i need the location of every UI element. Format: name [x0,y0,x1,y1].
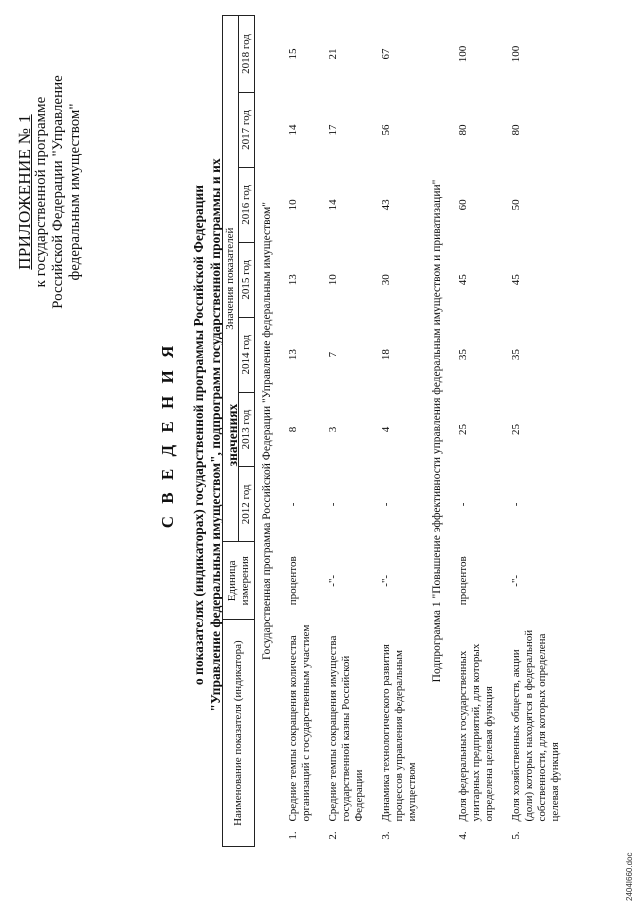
row-value: 56 [380,124,392,136]
row-value: - [380,502,392,507]
appendix-line: Российской Федерации "Управление [50,75,66,309]
row-value: 80 [510,124,522,136]
row-value: 35 [510,349,522,361]
row-number: 1. [287,831,299,840]
appendix-line: федеральным имуществом" [67,103,83,281]
row-unit: процентов [457,556,469,606]
row-value: 8 [287,426,299,433]
row-value: 7 [327,351,339,358]
row-value: 67 [380,48,392,60]
row-unit: процентов [287,556,299,606]
row-unit: -"- [510,574,522,587]
column-header-year: 2014 год [239,317,255,392]
row-name: Средние темпы сокращения имущества государственной казны Российской Федерации [327,635,365,822]
row-number: 5. [510,831,522,840]
row-value: - [327,502,339,507]
row-name: Доля хозяйственных обществ, акции (доли) которых находятся в федеральной собственности, для которых определена целевая функция [510,629,561,822]
appendix-header [16,62,84,322]
row-value: 25 [457,424,469,435]
row-value: 4 [380,426,392,433]
title-line-2: "Управление федеральным имуществом", подпрограмм государственной программы и их значениях [208,158,240,712]
row-value: 25 [510,424,522,435]
row-value: 35 [457,349,469,361]
row-unit: -"- [327,574,339,587]
row-value: 60 [457,199,469,211]
row-value: 45 [510,274,522,286]
section-title: Подпрограмма 1 "Повышение эффективности управления федеральным имуществом и приватизации" [431,179,443,683]
row-value: 43 [380,199,392,211]
row-value: 45 [457,274,469,286]
document-file-code: 2404I660.doc [625,852,634,901]
column-header-values: Значения показателей [223,16,239,542]
row-value: 50 [510,199,522,211]
table-row [279,16,319,847]
table-row [319,16,372,847]
row-name: Динамика технологического развития процессов управления федеральным имуществом [380,644,418,822]
appendix-number: ПРИЛОЖЕНИЕ № 1 [15,114,34,270]
column-header-name: Наименование показателя (индикатора) [223,620,255,847]
row-value: - [510,502,522,507]
row-number: 4. [457,831,469,840]
table-row [449,16,502,847]
row-value: 18 [380,349,392,361]
column-header-year: 2016 год [239,167,255,242]
table-row [372,16,425,847]
column-header-year: 2017 год [239,92,255,167]
row-unit: -"- [380,574,392,587]
appendix-line: к государственной программе [33,96,49,288]
title-line-1: о показателях (индикаторах) государственной программы Российской Федерации [191,184,206,686]
row-value: 21 [327,48,339,60]
row-value: 10 [327,274,339,286]
column-header-year: 2012 год [239,467,255,542]
row-number: 3. [380,831,392,840]
row-value: - [457,502,469,507]
row-value: 30 [380,274,392,286]
row-value: 13 [287,274,299,286]
row-value: 13 [287,349,299,361]
column-header-year: 2015 год [239,242,255,317]
row-value: 14 [327,199,339,211]
column-header-unit: Единица измерения [223,542,255,620]
table-row [502,16,568,847]
row-name: Доля федеральных государственных унитарных предприятий, для которых определена целевая функция [457,643,495,822]
column-header-year: 2018 год [239,16,255,93]
row-value: - [287,502,299,507]
indicators-table [222,15,568,847]
row-value: 15 [287,48,299,60]
row-value: 3 [327,426,339,433]
column-header-year: 2013 год [239,392,255,467]
row-name: Средние темпы сокращения количества организаций с государственным участием [287,624,312,822]
row-value: 80 [457,124,469,136]
row-value: 14 [287,124,299,136]
row-value: 17 [327,124,339,136]
section-title: Государственная программа Российской Федерации "Управление федеральным имуществом" [261,202,273,660]
row-value: 100 [457,45,469,63]
row-number: 2. [327,831,339,840]
row-value: 10 [287,199,299,211]
title-heading: С В Е Д Е Н И Я [158,341,177,529]
row-value: 100 [510,45,522,63]
